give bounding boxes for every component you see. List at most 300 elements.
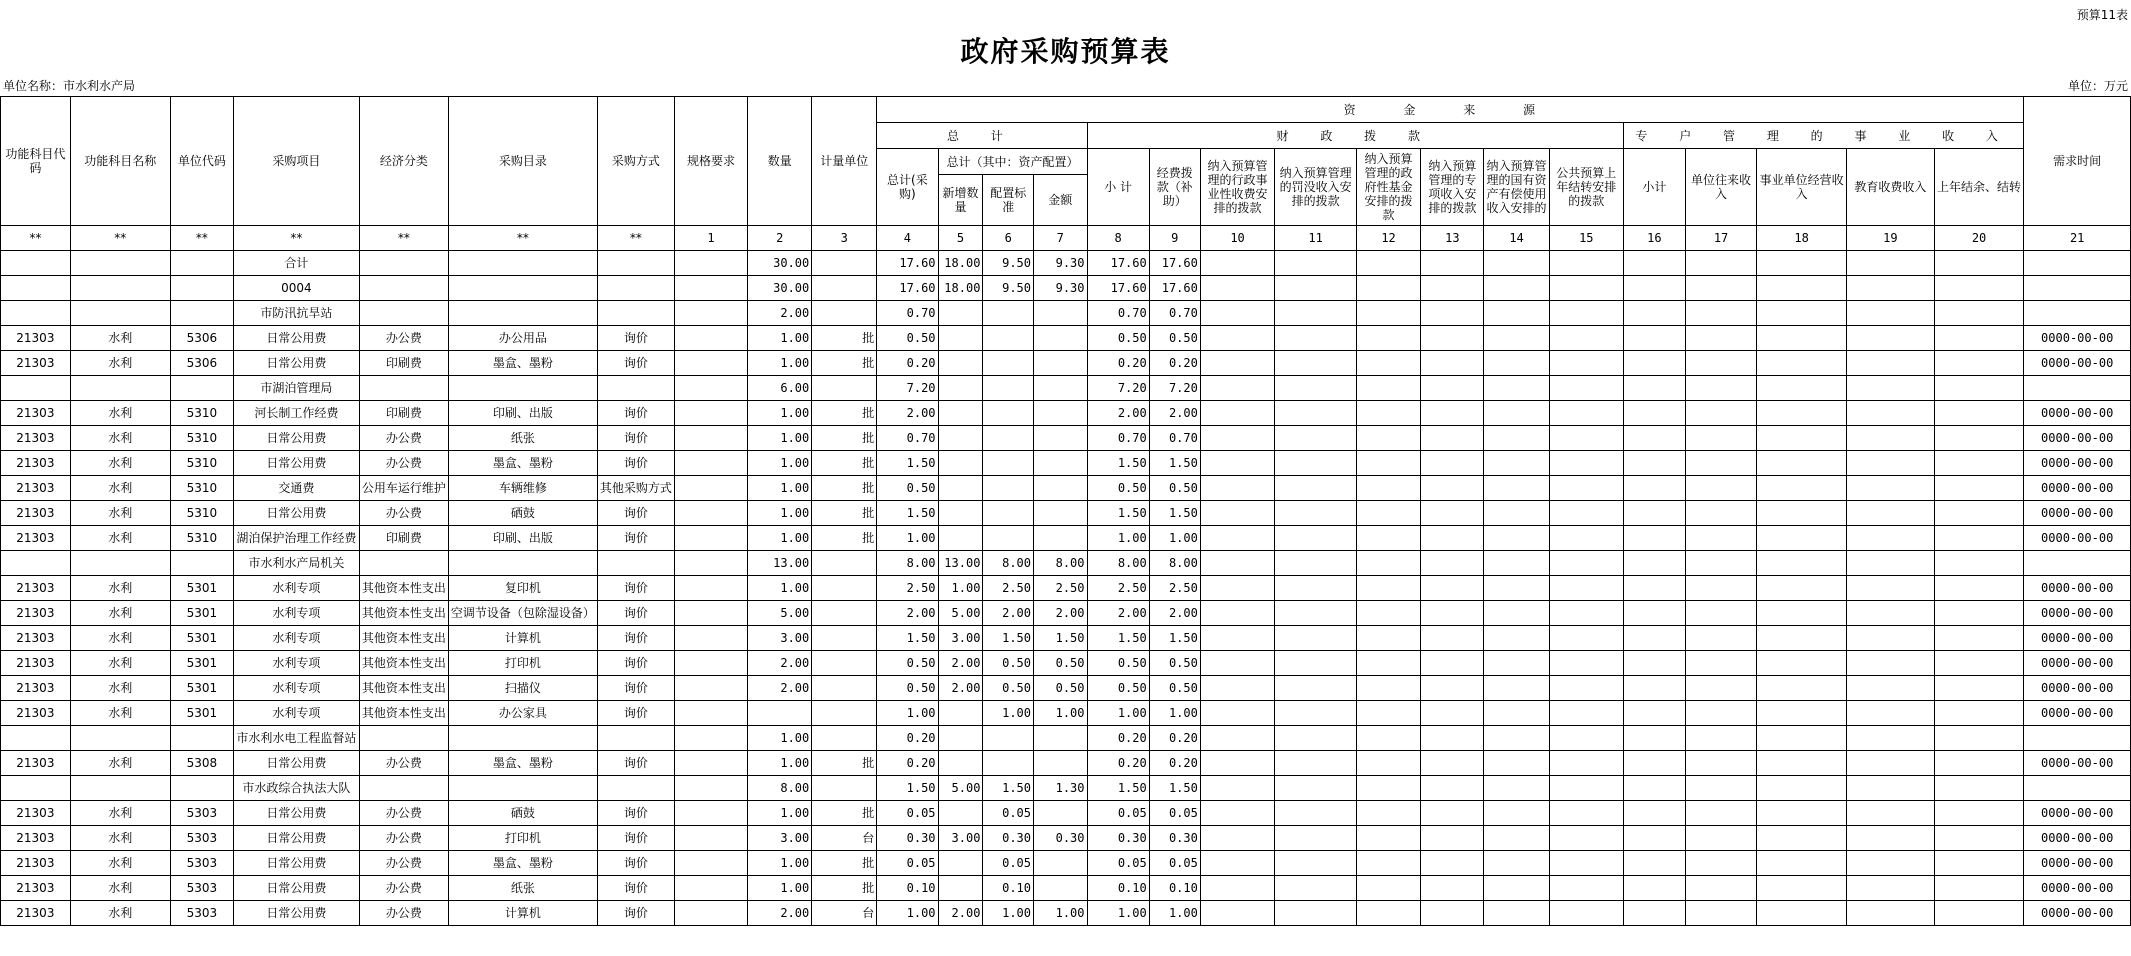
table-cell: 9.30 xyxy=(1034,276,1088,301)
table-cell xyxy=(1421,651,1484,676)
table-cell xyxy=(597,551,674,576)
table-cell xyxy=(1275,576,1357,601)
table-cell xyxy=(1846,726,1934,751)
table-cell xyxy=(1200,376,1274,401)
column-index-cell: 7 xyxy=(1034,226,1088,251)
table-cell: 1.00 xyxy=(748,751,812,776)
table-cell: 0.30 xyxy=(1087,826,1149,851)
table-cell xyxy=(1846,401,1934,426)
table-cell: 0.10 xyxy=(1087,876,1149,901)
column-index-cell: 10 xyxy=(1200,226,1274,251)
table-cell: 1.00 xyxy=(748,726,812,751)
unit-name-label: 单位名称：市水利水产局 xyxy=(3,79,136,93)
table-cell xyxy=(1275,701,1357,726)
table-cell xyxy=(983,301,1034,326)
table-cell xyxy=(1034,426,1088,451)
table-cell: 0000-00-00 xyxy=(2024,526,2131,551)
table-cell xyxy=(1484,826,1549,851)
table-cell: 21303 xyxy=(1,576,71,601)
table-cell: 2.00 xyxy=(748,301,812,326)
table-cell xyxy=(1623,651,1685,676)
table-cell: 21303 xyxy=(1,651,71,676)
table-cell xyxy=(1757,726,1847,751)
table-cell xyxy=(1421,301,1484,326)
header-method: 采购方式 xyxy=(597,97,674,226)
table-cell xyxy=(1200,526,1274,551)
table-cell: 1.00 xyxy=(983,901,1034,926)
table-cell: 其他资本性支出 xyxy=(359,626,448,651)
table-cell: 0004 xyxy=(233,276,359,301)
table-cell xyxy=(938,451,983,476)
table-cell: 5301 xyxy=(170,651,233,676)
table-cell xyxy=(1200,451,1274,476)
table-cell: 8.00 xyxy=(983,551,1034,576)
table-cell: 1.00 xyxy=(748,326,812,351)
table-cell: 询价 xyxy=(597,676,674,701)
table-cell xyxy=(1623,801,1685,826)
table-cell xyxy=(938,476,983,501)
table-cell xyxy=(1623,476,1685,501)
header-total-purchase: 总计(采购) xyxy=(877,149,938,226)
table-cell xyxy=(1421,876,1484,901)
table-cell: 0.50 xyxy=(877,326,938,351)
table-cell xyxy=(1421,626,1484,651)
table-cell xyxy=(170,551,233,576)
table-cell xyxy=(1623,876,1685,901)
table-cell: 硒鼓 xyxy=(448,801,597,826)
table-cell: 0.05 xyxy=(1087,801,1149,826)
table-cell: 0.50 xyxy=(877,676,938,701)
table-cell xyxy=(674,476,747,501)
table-cell xyxy=(812,701,877,726)
column-index-cell: 19 xyxy=(1846,226,1934,251)
table-cell: 水利专项 xyxy=(233,626,359,651)
table-cell: 5303 xyxy=(170,826,233,851)
table-cell xyxy=(1549,751,1623,776)
header-funds-subsidy: 经费拨款（补助） xyxy=(1149,149,1200,226)
table-cell xyxy=(1275,351,1357,376)
table-cell: 2.00 xyxy=(1087,601,1149,626)
table-cell: 车辆维修 xyxy=(448,476,597,501)
table-cell xyxy=(1934,826,2024,851)
table-cell xyxy=(359,776,448,801)
table-cell xyxy=(812,551,877,576)
table-cell: 2.00 xyxy=(1149,601,1200,626)
table-cell: 21303 xyxy=(1,626,71,651)
table-cell: 办公费 xyxy=(359,801,448,826)
table-cell xyxy=(1623,401,1685,426)
table-cell xyxy=(1356,551,1420,576)
table-cell xyxy=(1484,251,1549,276)
table-cell: 复印机 xyxy=(448,576,597,601)
table-cell xyxy=(674,326,747,351)
table-cell: 21303 xyxy=(1,426,71,451)
table-cell xyxy=(1356,826,1420,851)
table-cell: 其他资本性支出 xyxy=(359,601,448,626)
table-cell: 日常公用费 xyxy=(233,326,359,351)
table-cell: 5301 xyxy=(170,576,233,601)
table-cell: 13.00 xyxy=(938,551,983,576)
table-cell xyxy=(1757,426,1847,451)
table-cell: 21303 xyxy=(1,326,71,351)
table-cell: 21303 xyxy=(1,501,71,526)
table-cell xyxy=(1484,751,1549,776)
table-cell xyxy=(1421,826,1484,851)
table-cell xyxy=(1623,451,1685,476)
table-cell xyxy=(674,276,747,301)
table-cell xyxy=(1549,351,1623,376)
table-cell xyxy=(2024,551,2131,576)
table-cell xyxy=(1549,376,1623,401)
table-cell xyxy=(1421,801,1484,826)
table-cell: 5310 xyxy=(170,426,233,451)
table-cell xyxy=(1685,851,1757,876)
table-cell: 1.50 xyxy=(1149,626,1200,651)
table-cell: 2.50 xyxy=(1034,576,1088,601)
table-cell: 河长制工作经费 xyxy=(233,401,359,426)
table-cell xyxy=(1623,851,1685,876)
table-cell xyxy=(1484,351,1549,376)
table-cell: 2.00 xyxy=(748,651,812,676)
table-cell xyxy=(1421,851,1484,876)
table-cell xyxy=(1549,776,1623,801)
table-cell: 计算机 xyxy=(448,626,597,651)
table-cell xyxy=(1757,376,1847,401)
table-cell xyxy=(1356,676,1420,701)
table-cell xyxy=(1034,301,1088,326)
table-cell xyxy=(1685,726,1757,751)
table-cell xyxy=(1275,676,1357,701)
table-cell xyxy=(1200,601,1274,626)
column-index-cell: 9 xyxy=(1149,226,1200,251)
table-cell xyxy=(674,676,747,701)
table-cell xyxy=(1484,451,1549,476)
table-cell xyxy=(70,376,170,401)
header-unit-code: 单位代码 xyxy=(170,97,233,226)
table-cell: 7.20 xyxy=(877,376,938,401)
table-cell xyxy=(938,501,983,526)
table-cell xyxy=(1356,301,1420,326)
table-cell xyxy=(1685,676,1757,701)
table-cell: 日常公用费 xyxy=(233,501,359,526)
table-cell xyxy=(2024,276,2131,301)
table-cell: 8.00 xyxy=(748,776,812,801)
table-cell xyxy=(1200,501,1274,526)
table-cell: 印刷费 xyxy=(359,401,448,426)
header-func-name: 功能科目名称 xyxy=(70,97,170,226)
table-cell: 1.00 xyxy=(1087,901,1149,926)
table-cell: 0.10 xyxy=(983,876,1034,901)
table-cell xyxy=(1846,351,1934,376)
table-cell: 水利 xyxy=(70,826,170,851)
table-cell xyxy=(1623,251,1685,276)
table-cell xyxy=(1275,851,1357,876)
table-cell xyxy=(1275,826,1357,851)
table-cell xyxy=(1549,326,1623,351)
table-cell xyxy=(1356,601,1420,626)
table-cell xyxy=(674,701,747,726)
table-cell: 询价 xyxy=(597,576,674,601)
table-cell: 水利 xyxy=(70,401,170,426)
table-cell xyxy=(1356,751,1420,776)
table-cell xyxy=(1356,726,1420,751)
table-row xyxy=(1,576,2131,601)
table-cell xyxy=(1275,551,1357,576)
table-cell: 30.00 xyxy=(748,276,812,301)
table-cell xyxy=(674,251,747,276)
table-cell xyxy=(1356,526,1420,551)
table-cell xyxy=(1623,426,1685,451)
header-amount: 金额 xyxy=(1034,175,1088,226)
table-cell: 水利 xyxy=(70,651,170,676)
table-cell xyxy=(1275,476,1357,501)
table-cell: 2.50 xyxy=(983,576,1034,601)
table-cell xyxy=(1200,301,1274,326)
table-cell xyxy=(674,426,747,451)
table-cell: 印刷费 xyxy=(359,351,448,376)
table-cell: 5310 xyxy=(170,526,233,551)
table-cell xyxy=(1549,601,1623,626)
header-measure: 计量单位 xyxy=(812,97,877,226)
table-cell xyxy=(1,251,71,276)
table-cell: 0.50 xyxy=(1149,676,1200,701)
table-cell: 0.50 xyxy=(983,676,1034,701)
table-cell: 5301 xyxy=(170,701,233,726)
table-cell xyxy=(812,651,877,676)
table-cell xyxy=(1757,751,1847,776)
table-cell xyxy=(1356,376,1420,401)
header-econ: 经济分类 xyxy=(359,97,448,226)
table-cell xyxy=(1421,576,1484,601)
column-index-cell: 3 xyxy=(812,226,877,251)
table-cell: 0.20 xyxy=(877,751,938,776)
table-cell xyxy=(983,751,1034,776)
table-cell xyxy=(1846,601,1934,626)
table-cell xyxy=(674,401,747,426)
table-cell xyxy=(1034,376,1088,401)
table-row xyxy=(1,826,2131,851)
table-cell xyxy=(938,801,983,826)
table-cell: 日常公用费 xyxy=(233,351,359,376)
table-cell xyxy=(1275,301,1357,326)
table-cell: 2.00 xyxy=(1034,601,1088,626)
table-cell xyxy=(1757,326,1847,351)
table-cell xyxy=(1846,326,1934,351)
table-cell xyxy=(674,901,747,926)
table-cell: 1.00 xyxy=(748,401,812,426)
table-cell xyxy=(1934,801,2024,826)
table-cell: 13.00 xyxy=(748,551,812,576)
table-cell: 1.00 xyxy=(748,351,812,376)
table-cell xyxy=(1200,826,1274,851)
table-cell xyxy=(1934,551,2024,576)
table-cell xyxy=(1623,701,1685,726)
table-cell: 2.00 xyxy=(748,676,812,701)
table-cell xyxy=(1200,251,1274,276)
header-func-code: 功能科目代码 xyxy=(1,97,71,226)
table-cell: 纸张 xyxy=(448,876,597,901)
table-cell xyxy=(1685,876,1757,901)
table-cell: 21303 xyxy=(1,826,71,851)
table-cell xyxy=(1356,401,1420,426)
table-cell: 0.20 xyxy=(1087,726,1149,751)
table-cell xyxy=(1846,576,1934,601)
table-cell: 1.00 xyxy=(1149,526,1200,551)
table-cell: 17.60 xyxy=(1149,251,1200,276)
table-cell xyxy=(1934,901,2024,926)
table-cell xyxy=(1484,501,1549,526)
column-index-cell: 2 xyxy=(748,226,812,251)
table-cell: 1.00 xyxy=(748,501,812,526)
table-cell xyxy=(1846,501,1934,526)
table-cell xyxy=(1934,376,2024,401)
table-cell xyxy=(1934,576,2024,601)
table-cell: 0.20 xyxy=(877,726,938,751)
table-cell xyxy=(1484,726,1549,751)
table-cell: 0.05 xyxy=(983,851,1034,876)
table-cell: 空调节设备（包除湿设备） xyxy=(448,601,597,626)
table-cell: 2.00 xyxy=(877,601,938,626)
header-col-13: 纳入预算管理的专项收入安排的拨款 xyxy=(1421,149,1484,226)
table-cell xyxy=(1934,626,2024,651)
table-cell xyxy=(1757,801,1847,826)
table-cell: 其他资本性支出 xyxy=(359,676,448,701)
table-cell: 2.00 xyxy=(877,401,938,426)
table-cell: 21303 xyxy=(1,351,71,376)
table-cell xyxy=(1200,676,1274,701)
table-cell: 1.50 xyxy=(1034,626,1088,651)
table-cell xyxy=(812,601,877,626)
table-cell: 0.70 xyxy=(1087,426,1149,451)
table-cell xyxy=(1421,551,1484,576)
column-index-cell: 20 xyxy=(1934,226,2024,251)
table-cell: 询价 xyxy=(597,651,674,676)
header-subtotal: 小 计 xyxy=(1087,149,1149,226)
table-cell: 0.05 xyxy=(877,851,938,876)
table-cell xyxy=(1275,801,1357,826)
table-cell xyxy=(1934,401,2024,426)
table-cell: 湖泊保护治理工作经费 xyxy=(233,526,359,551)
table-cell xyxy=(597,276,674,301)
table-cell xyxy=(170,376,233,401)
column-index-cell: ** xyxy=(1,226,71,251)
table-cell xyxy=(983,526,1034,551)
table-cell xyxy=(1685,501,1757,526)
table-cell xyxy=(1421,901,1484,926)
table-cell: 0000-00-00 xyxy=(2024,676,2131,701)
table-cell: 7.20 xyxy=(1087,376,1149,401)
table-cell xyxy=(70,276,170,301)
table-cell xyxy=(1934,326,2024,351)
table-cell xyxy=(1421,276,1484,301)
table-cell xyxy=(1484,326,1549,351)
header-col-10: 纳入预算管理的行政事业性收费安排的拨款 xyxy=(1200,149,1274,226)
column-index-cell: 12 xyxy=(1356,226,1420,251)
table-cell: 水利 xyxy=(70,676,170,701)
table-cell: 1.00 xyxy=(748,476,812,501)
table-row xyxy=(1,451,2131,476)
currency-unit-label: 单位：万元 xyxy=(2067,79,2128,93)
table-cell xyxy=(1934,351,2024,376)
table-cell: 0.70 xyxy=(1087,301,1149,326)
table-cell: 5303 xyxy=(170,876,233,901)
table-cell xyxy=(70,301,170,326)
table-cell: 1.00 xyxy=(983,701,1034,726)
table-cell xyxy=(1623,626,1685,651)
table-cell: 市防汛抗旱站 xyxy=(233,301,359,326)
table-cell xyxy=(983,451,1034,476)
table-cell: 0.30 xyxy=(983,826,1034,851)
table-cell xyxy=(674,851,747,876)
table-cell: 21303 xyxy=(1,476,71,501)
table-cell xyxy=(1685,476,1757,501)
table-cell: 0.50 xyxy=(1149,651,1200,676)
table-row xyxy=(1,801,2131,826)
table-cell xyxy=(1275,526,1357,551)
table-cell: 水利专项 xyxy=(233,601,359,626)
column-index-cell: 18 xyxy=(1757,226,1847,251)
table-cell xyxy=(938,326,983,351)
header-qty: 数量 xyxy=(748,97,812,226)
table-cell xyxy=(1484,801,1549,826)
table-cell xyxy=(1934,276,2024,301)
table-cell xyxy=(1549,476,1623,501)
table-cell xyxy=(1421,251,1484,276)
table-cell xyxy=(1,276,71,301)
table-cell xyxy=(448,301,597,326)
table-cell: 21303 xyxy=(1,601,71,626)
table-cell xyxy=(1549,901,1623,926)
table-cell xyxy=(1421,701,1484,726)
table-cell xyxy=(1034,501,1088,526)
table-row xyxy=(1,351,2131,376)
table-cell xyxy=(1934,726,2024,751)
table-cell xyxy=(1846,676,1934,701)
table-cell: 0.50 xyxy=(1034,651,1088,676)
table-cell: 5301 xyxy=(170,626,233,651)
table-cell: 5310 xyxy=(170,476,233,501)
table-cell xyxy=(983,326,1034,351)
table-cell xyxy=(1421,476,1484,501)
table-cell xyxy=(674,626,747,651)
table-cell xyxy=(1934,426,2024,451)
page-title: 政府采购预算表 xyxy=(960,35,1171,68)
table-cell xyxy=(812,376,877,401)
table-cell: 0000-00-00 xyxy=(2024,326,2131,351)
table-cell xyxy=(1200,276,1274,301)
header-col-11: 纳入预算管理的罚没收入安排的拨款 xyxy=(1275,149,1357,226)
table-cell: 水利 xyxy=(70,626,170,651)
table-cell: 9.50 xyxy=(983,251,1034,276)
table-cell: 0000-00-00 xyxy=(2024,501,2131,526)
table-cell xyxy=(1200,801,1274,826)
table-cell xyxy=(1549,676,1623,701)
table-cell xyxy=(1685,751,1757,776)
table-row xyxy=(1,676,2131,701)
table-cell xyxy=(1623,901,1685,926)
table-cell: 询价 xyxy=(597,451,674,476)
table-cell: 1.00 xyxy=(877,526,938,551)
table-cell xyxy=(1685,551,1757,576)
table-cell xyxy=(674,601,747,626)
table-cell: 询价 xyxy=(597,351,674,376)
table-cell: 1.00 xyxy=(748,876,812,901)
table-cell xyxy=(1275,651,1357,676)
table-cell: 0.10 xyxy=(1149,876,1200,901)
table-cell xyxy=(674,801,747,826)
table-cell xyxy=(1484,276,1549,301)
table-cell xyxy=(748,701,812,726)
